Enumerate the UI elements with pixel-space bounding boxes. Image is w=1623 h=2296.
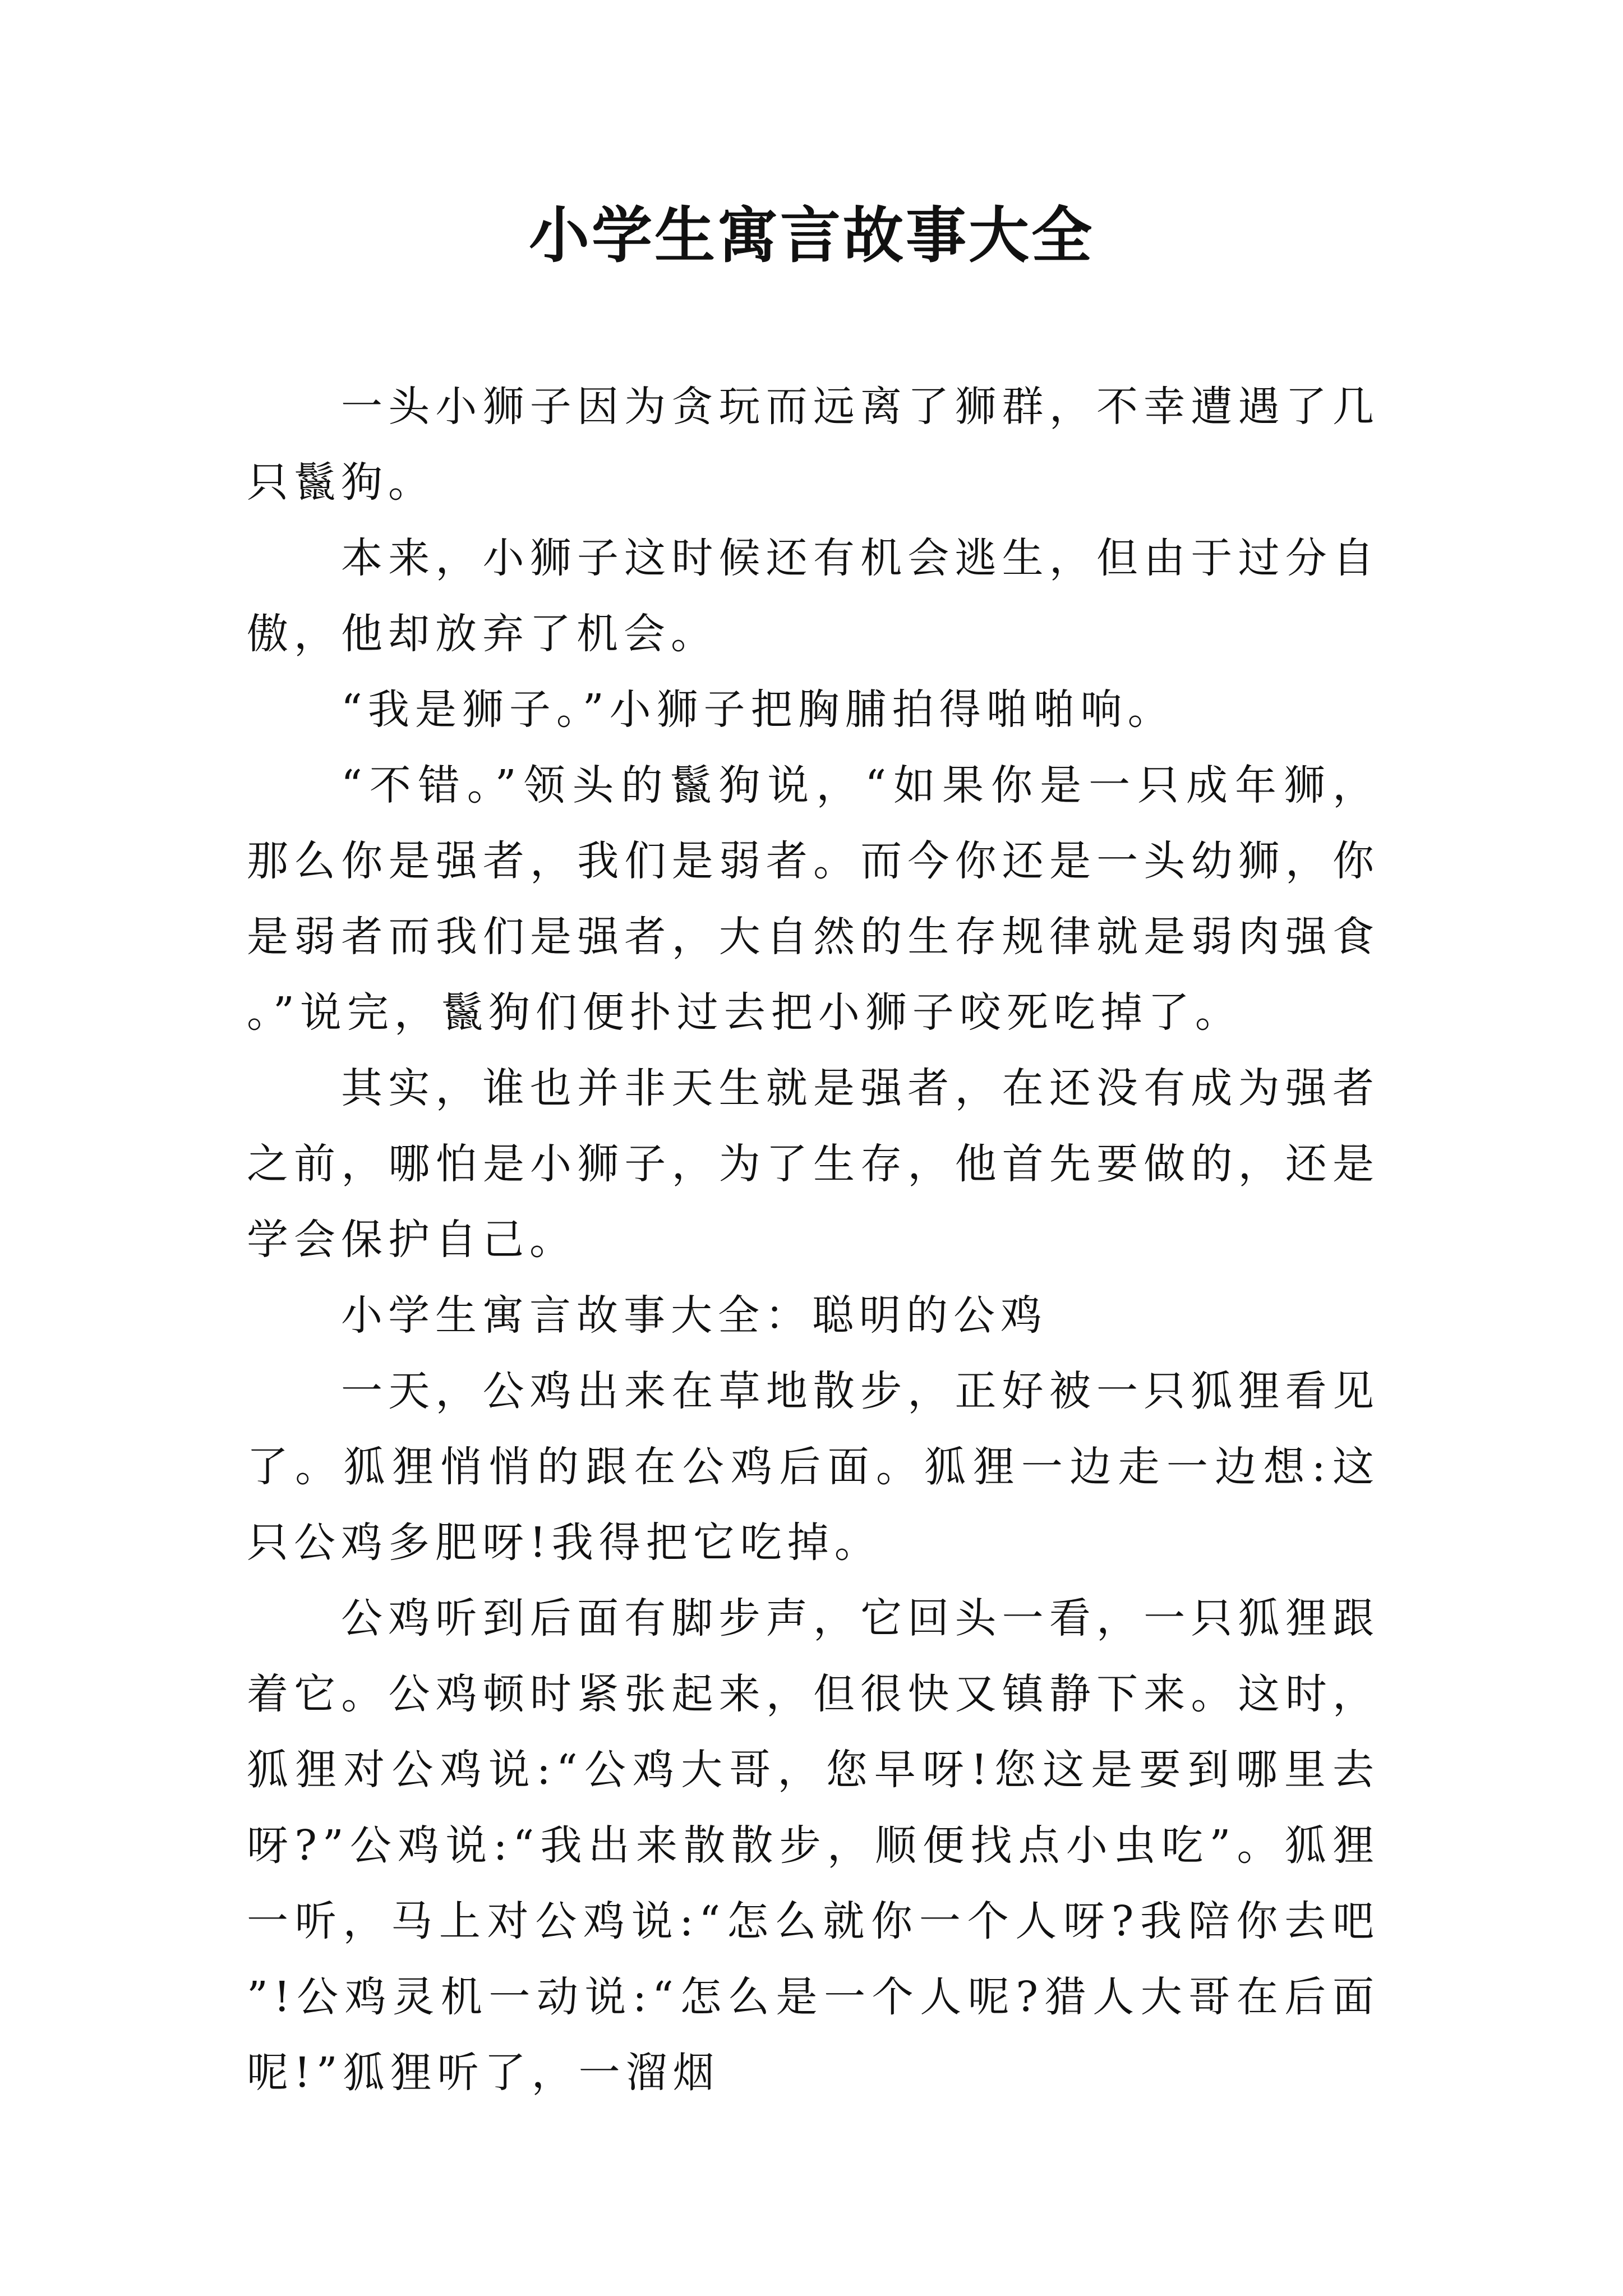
paragraph-3: “我是狮子。”小狮子把胸脯拍得啪啪响。	[341, 685, 1175, 734]
section-heading: 小学生寓言故事大全：聪明的公鸡	[341, 1291, 1048, 1340]
paragraph-1: 一头小狮子因为贪玩而远离了狮群，不幸遭遇了几只鬣狗。	[247, 383, 1380, 507]
document-body	[247, 369, 1380, 2111]
paragraph-6: 一天，公鸡出来在草地散步，正好被一只狐狸看见了。狐狸悄悄的跟在公鸡后面。狐狸一边走一边想:这只公鸡多肥呀!我得把它吃掉。	[247, 1367, 1380, 1567]
page-title: 小学生寓言故事大全	[528, 200, 1094, 271]
paragraph-5: 其实，谁也并非天生就是强者，在还没有成为强者之前，哪怕是小狮子，为了生存，他首先要做的，还是学会保护自己。	[247, 1064, 1380, 1264]
paragraph-7: 公鸡听到后面有脚步声，它回头一看，一只狐狸跟着它。公鸡顿时紧张起来，但很快又镇静下来。这时，狐狸对公鸡说:“公鸡大哥，您早呀!您这是要到哪里去呀?”公鸡说:“我出来散散步，顺便找点小虫吃”。狐狸一听，马上对公鸡说:“怎么就你一个人呀?我陪你去吧”!公鸡灵机一动说:“怎么是一个人呢?猎人大哥在后面呢!”狐狸听了，一溜烟	[247, 1594, 1380, 2097]
paragraph-4: “不错。”领头的鬣狗说，“如果你是一只成年狮，那么你是强者，我们是弱者。而今你还是一头幼狮，你是弱者而我们是强者，大自然的生存规律就是弱肉强食。”说完，鬣狗们便扑过去把小狮子咬死吃掉了。	[247, 761, 1380, 1037]
paragraph-2: 本来，小狮子这时候还有机会逃生，但由于过分自傲，他却放弃了机会。	[247, 534, 1380, 658]
